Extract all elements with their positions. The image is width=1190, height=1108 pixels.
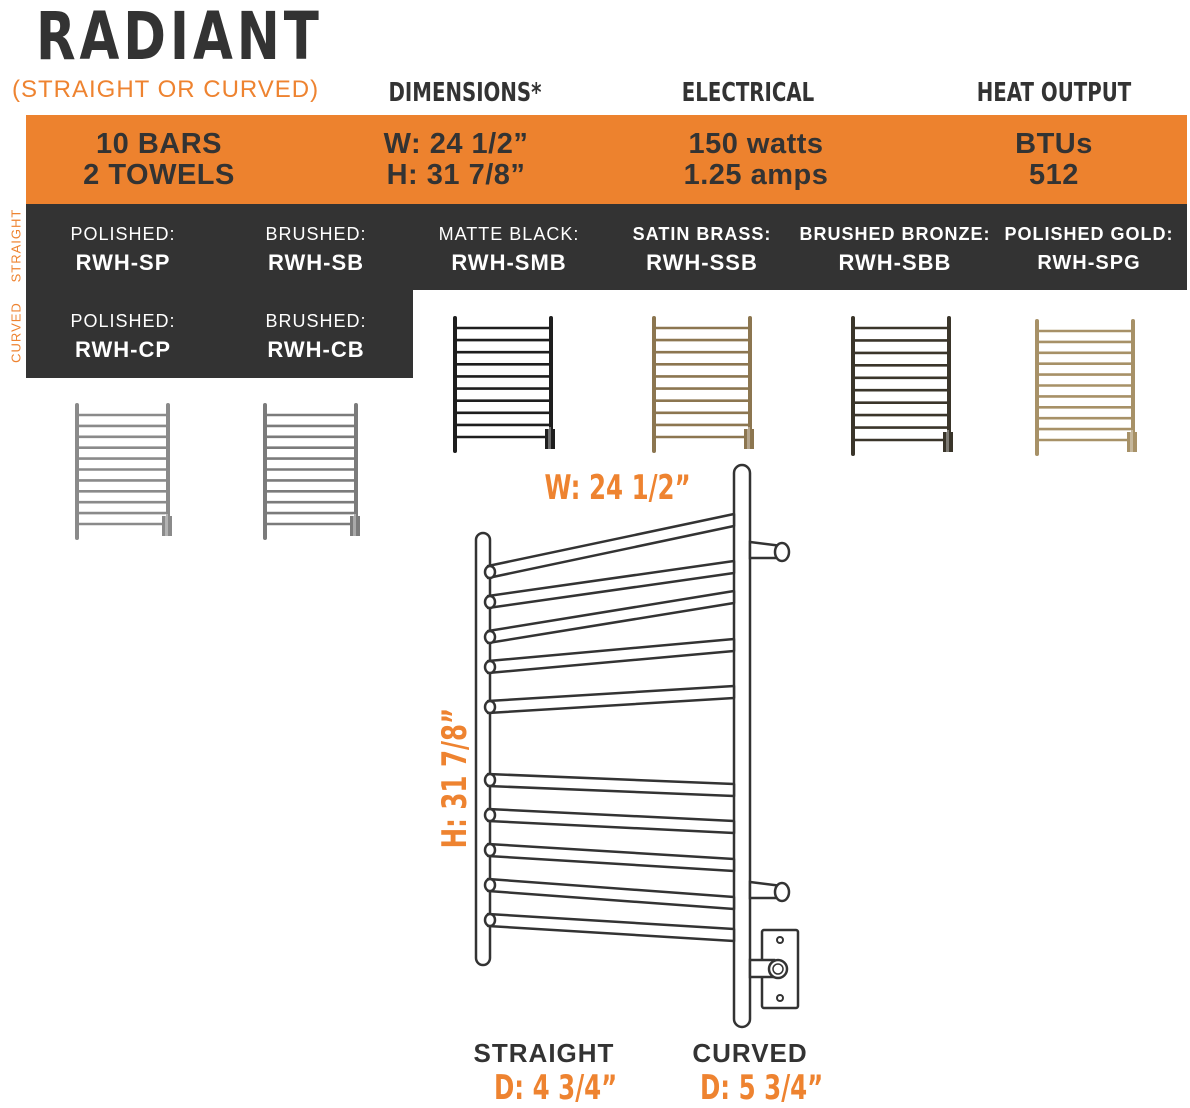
product-title: RADIANT (36, 0, 323, 75)
diagram-bar (488, 639, 734, 673)
straight-label: STRAIGHT (473, 1038, 615, 1068)
warmer-power-box-highlight (946, 430, 949, 454)
finish-code: RWH-SPG (1037, 252, 1141, 274)
diagram-bar-end (485, 879, 495, 891)
finish-code: RWH-SB (267, 250, 365, 275)
towel-warmer-dimension-diagram (460, 455, 810, 1035)
finish-label: BRUSHED: (265, 224, 367, 244)
diagram-width-label: W: 24 1/2” (544, 468, 691, 508)
finish-straight-brushed-bronze (798, 223, 992, 278)
row-label-straight: STRAIGHT (8, 208, 24, 283)
spec-watts: 150 watts (688, 128, 824, 160)
towel-warmer-swatch-polished-gold (1030, 316, 1145, 458)
finish-label: BRUSHED: (265, 311, 367, 331)
finish-label: BRUSHED BRONZE: (799, 224, 991, 244)
finish-straight-polished-gold (992, 223, 1186, 278)
spec-btu-value: 512 (1029, 159, 1079, 191)
diagram-bar (488, 879, 734, 909)
column-heading-heat-output: HEAT OUTPUT (976, 78, 1132, 108)
finish-label: SATIN BRASS: (632, 224, 772, 244)
towel-warmer-swatch-brushed-bronze (846, 313, 961, 458)
spec-towels: 2 TOWELS (83, 159, 235, 191)
spec-heat-output (904, 129, 1190, 191)
diagram-bar-end (485, 701, 495, 713)
finish-code: RWH-SBB (838, 250, 952, 275)
row-label-curved: CURVED (8, 302, 24, 363)
diagram-bar (488, 914, 734, 941)
column-heading-dimensions: DIMENSIONS* (388, 78, 542, 108)
warmer-power-box-highlight (165, 514, 168, 538)
diagram-bar-end (485, 774, 495, 786)
finish-straight-brushed (219, 223, 413, 278)
diagram-bar-end (485, 809, 495, 821)
finish-code: RWH-CB (267, 337, 365, 362)
finish-code: RWH-SSB (646, 250, 758, 275)
spec-height: H: 31 7/8” (386, 159, 526, 191)
finish-straight-matte-black (412, 223, 606, 278)
finish-curved-brushed (219, 310, 413, 365)
warmer-power-box-highlight (353, 514, 356, 538)
diagram-bar (488, 686, 734, 713)
straight-depth-label: D: 4 3/4” (493, 1068, 618, 1108)
finish-label: POLISHED: (70, 224, 176, 244)
warmer-power-box-highlight (747, 427, 750, 451)
diagram-bar-end (485, 844, 495, 856)
towel-warmer-swatch-polished (70, 400, 180, 542)
spec-width: W: 24 1/2” (383, 128, 529, 160)
finish-curved-polished (26, 310, 220, 365)
finish-label: POLISHED GOLD: (1004, 224, 1174, 244)
spec-amps: 1.25 amps (683, 159, 829, 191)
spec-electrical (606, 129, 906, 191)
spec-dimensions (306, 129, 606, 191)
finish-code: RWH-CP (74, 337, 172, 362)
diagram-height-label: H: 31 7/8” (435, 707, 475, 849)
finish-straight-polished (26, 223, 220, 278)
spec-btu-label: BTUs (1015, 128, 1093, 160)
towel-warmer-swatch-satin-brass (647, 313, 762, 455)
towel-warmer-swatch-brushed (258, 400, 368, 542)
diagram-bar (488, 809, 734, 833)
spec-bars: 10 BARS (96, 128, 222, 160)
column-heading-electrical: ELECTRICAL (681, 78, 815, 108)
towel-warmer-line-drawing (476, 465, 798, 1027)
warmer-power-box-highlight (1130, 430, 1133, 454)
diagram-plate-knob (769, 960, 787, 978)
diagram-right-post (734, 465, 750, 1027)
diagram-bar-end (485, 631, 495, 643)
diagram-bar (488, 844, 734, 871)
warmer-power-box-highlight (548, 427, 551, 451)
curved-depth-label: D: 5 3/4” (699, 1068, 824, 1108)
finish-code: RWH-SMB (451, 250, 567, 275)
finish-code: RWH-SP (75, 250, 171, 275)
finish-label: MATTE BLACK: (438, 224, 580, 244)
towel-warmer-swatch-matte-black (448, 313, 563, 455)
diagram-bar-end (485, 914, 495, 926)
finish-straight-satin-brass (605, 223, 799, 278)
diagram-bar (488, 774, 734, 796)
finish-label: POLISHED: (70, 311, 176, 331)
diagram-bar-end (485, 661, 495, 673)
spec-bars-towels (9, 129, 309, 191)
diagram-bar-end (485, 566, 495, 578)
product-subtitle: (STRAIGHT OR CURVED) (12, 76, 320, 103)
diagram-wall-mount-cap (775, 543, 789, 561)
curved-label: CURVED (692, 1038, 808, 1068)
diagram-wall-mount-cap (775, 883, 789, 901)
diagram-bar-end (485, 596, 495, 608)
